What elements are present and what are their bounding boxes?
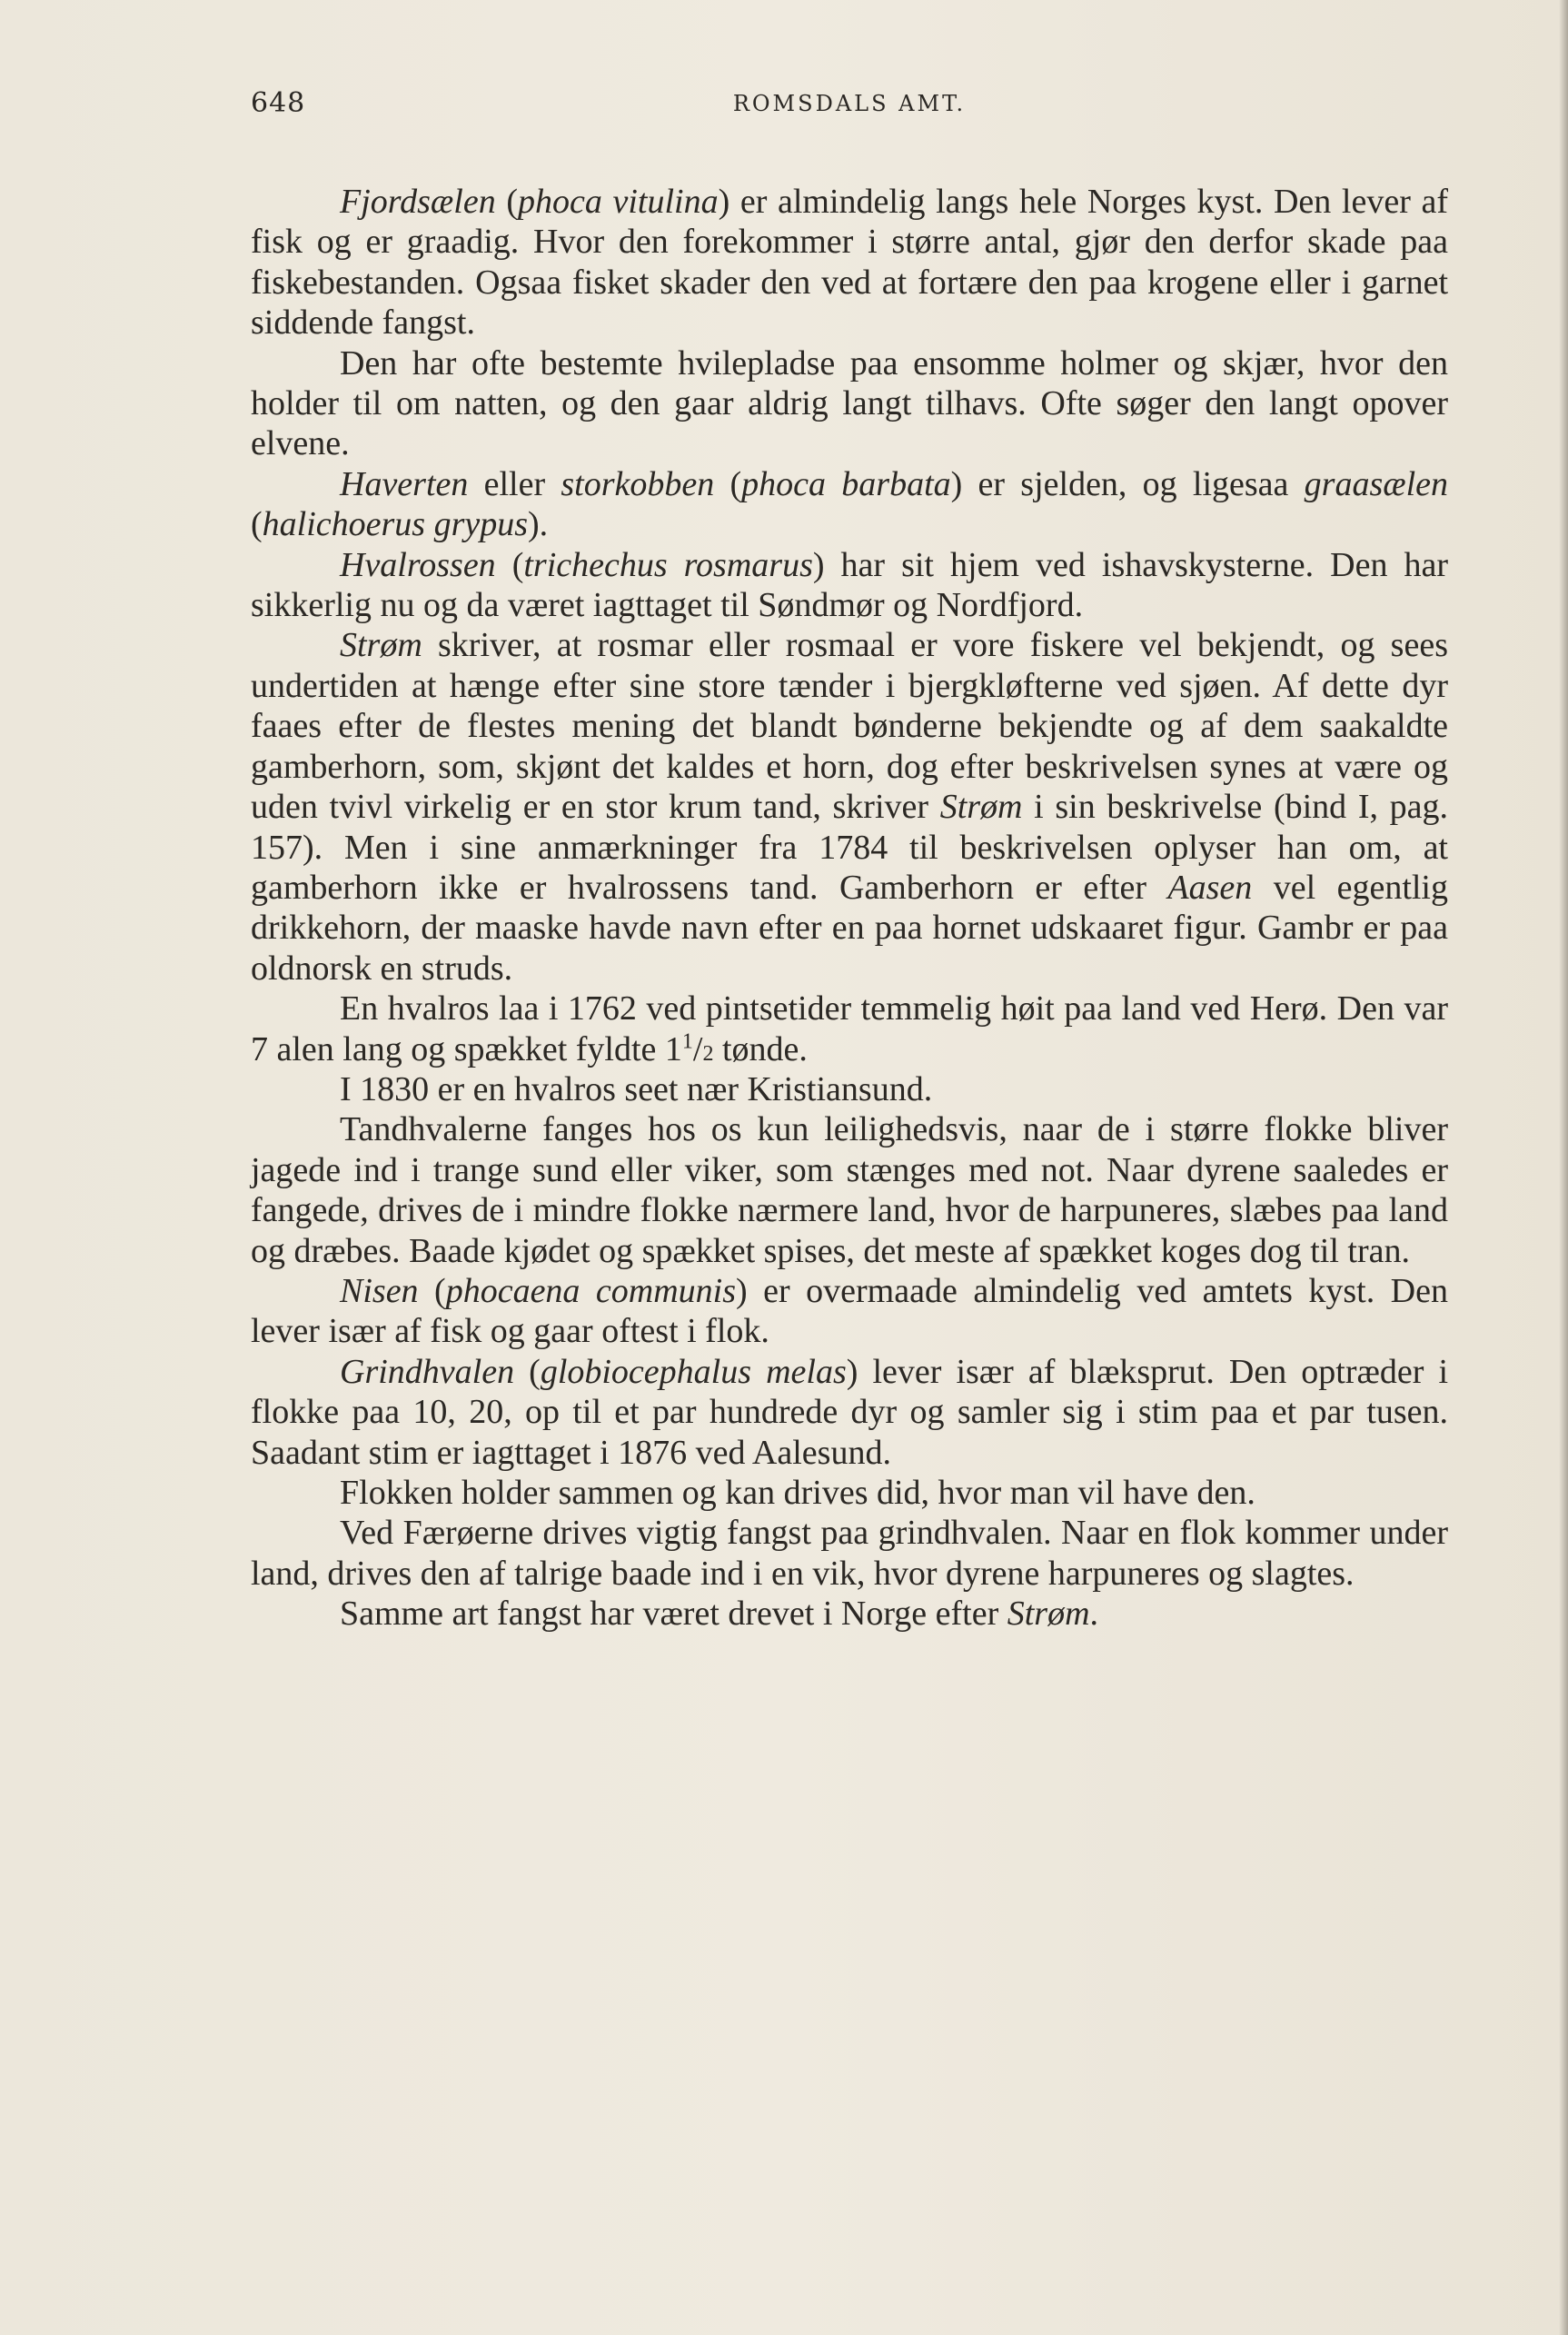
text-run: vel egentlig drikkehorn, der maaske havde navn efter en paa hornet udskaaret figur. Gambr er paa oldnorsk en struds. bbox=[251, 868, 1448, 988]
species-name: graasælen bbox=[1304, 464, 1449, 503]
text-run: ( bbox=[495, 545, 524, 584]
paragraph-flokken bbox=[251, 1473, 1448, 1513]
latin-name: phocaena communis bbox=[445, 1271, 737, 1310]
paragraph-grindhvalen bbox=[251, 1352, 1448, 1473]
text-run: eller bbox=[468, 464, 561, 503]
author-name: Strøm bbox=[939, 788, 1023, 827]
text-run: ( bbox=[418, 1271, 446, 1310]
text-run: ( bbox=[514, 1352, 541, 1391]
text-run: tønde. bbox=[713, 1029, 808, 1068]
paragraph-hvalrossen bbox=[251, 545, 1448, 626]
running-head: ROMSDALS AMT. bbox=[732, 91, 967, 116]
paragraph-hvilepladse bbox=[251, 343, 1448, 464]
text-run: Den har ofte bestemte hvilepladse paa ensomme holmer og skjær, hvor den holder til om natten, og den gaar aldrig langt tilhavs. Ofte søger den langt opover elvene. bbox=[251, 343, 1448, 463]
text-run: Tandhvalerne fanges hos os kun leilighedsvis, naar de i større flokke bliver jagede ind i trange sund eller viker, som stænges med not. Naar dyrene saaledes er fangede, drives de i mindre flokke nærmere land, hvor de harpuneres, slæbes paa land og dræbes. Baade kjødet og spækket spises, det meste af spækket koges dog til tran. bbox=[251, 1110, 1448, 1270]
text-run: ( bbox=[495, 183, 518, 221]
paragraph-tandhvalerne bbox=[251, 1109, 1448, 1271]
paragraph-nisen bbox=[251, 1271, 1448, 1352]
text-run: ) er almindelig langs hele Norges kyst. Den lever af fisk og er graadig. Hvor den forekommer i større antal, gjør den derfor skade paa fiskebestanden. Ogsaa fisket skader den ved at fortære den paa krogene eller i garnet siddende fangst. bbox=[251, 183, 1448, 343]
author-name: Aasen bbox=[1167, 868, 1253, 907]
species-name: Haverten bbox=[340, 464, 469, 503]
fraction-slash: / bbox=[692, 1029, 703, 1068]
latin-name: phoca barbata bbox=[741, 464, 951, 503]
page-header bbox=[251, 87, 1448, 133]
text-run: I 1830 er en hvalros seet nær Kristiansund. bbox=[340, 1069, 933, 1108]
text-run: En hvalros laa i 1762 ved pintsetider temmelig høit paa land ved Herø. Den var 7 alen lang og spækket fyldte 1 bbox=[251, 989, 1448, 1068]
text-run: ). bbox=[528, 505, 549, 544]
text-run: ) er overmaade almindelig ved amtets kyst. Den lever især af fisk og gaar oftest i flok. bbox=[251, 1271, 1448, 1351]
text-run: . bbox=[1089, 1595, 1099, 1634]
text-run: ) lever især af blæksprut. Den optræder i flokke paa 10, 20, op til et par hundrede dyr og samler sig i stim paa et par tusen. Saadant stim er iagttaget i 1876 ved Aalesund. bbox=[251, 1352, 1449, 1472]
text-run: ( bbox=[251, 505, 263, 544]
paragraph-faeroerne bbox=[251, 1513, 1448, 1594]
paragraph-strom bbox=[251, 625, 1448, 989]
paragraph-hvalros-1762 bbox=[251, 989, 1448, 1069]
text-run: skriver, at rosmar eller rosmaal er vore fiskere vel bekjendt, og sees undertiden at hænge efter sine store tænder i bjergkløfterne ved sjøen. Af dette dyr faaes efter de flestes mening det blandt bønderne bekjendte og af dem saakaldte gamberhorn, som, skjønt det kaldes et horn, dog efter beskrivelsen synes at være og uden tvivl virkelig er en stor krum tand, skriver bbox=[251, 626, 1448, 827]
author-name: Strøm bbox=[1007, 1595, 1090, 1634]
text-run: Flokken holder sammen og kan drives did, hvor man vil have den. bbox=[340, 1474, 1255, 1512]
paragraph-fjordsaelen bbox=[251, 182, 1448, 343]
paragraph-hvalros-1830 bbox=[251, 1069, 1448, 1109]
species-name: storkobben bbox=[561, 464, 715, 503]
text-run: i sin beskrivelse (bind I, pag. 157). Men i sine anmærkninger fra 1784 til beskrivelsen oplyser han om, at gamberhorn ikke er hvalrossens tand. Gamberhorn er efter bbox=[251, 788, 1448, 907]
paragraph-haverten bbox=[251, 464, 1448, 545]
latin-name: trichechus rosmarus bbox=[523, 545, 813, 584]
author-name: Strøm bbox=[340, 626, 422, 665]
species-name: Hvalrossen bbox=[340, 545, 496, 584]
species-name: Grindhvalen bbox=[340, 1352, 515, 1391]
page-number: 648 bbox=[251, 87, 306, 119]
paragraph-samme-art bbox=[251, 1594, 1448, 1634]
latin-name: globiocephalus melas bbox=[540, 1352, 847, 1391]
text-run: Ved Færøerne drives vigtig fangst paa grindhvalen. Naar en flok kommer under land, drives den af talrige baade ind i en vik, hvor dyrene harpuneres og slagtes. bbox=[251, 1514, 1448, 1593]
fraction-numerator: 1 bbox=[681, 1028, 693, 1053]
latin-name: halichoerus grypus bbox=[262, 505, 529, 544]
text-run: ( bbox=[714, 464, 742, 503]
species-name: Fjordsælen bbox=[340, 183, 496, 221]
body-text bbox=[251, 182, 1448, 1634]
species-name: Nisen bbox=[340, 1271, 419, 1310]
page-edge-shadow bbox=[1559, 0, 1568, 2335]
text-run: Samme art fangst har været drevet i Norge efter bbox=[340, 1595, 1007, 1634]
fraction-denominator: 2 bbox=[702, 1041, 714, 1066]
text-run: ) er sjelden, og ligesaa bbox=[950, 464, 1305, 503]
latin-name: phoca vitulina bbox=[518, 183, 719, 221]
text-run: ) har sit hjem ved ishavskysterne. Den har sikkerlig nu og da været iagttaget til Søndmør og Nordfjord. bbox=[251, 545, 1448, 625]
